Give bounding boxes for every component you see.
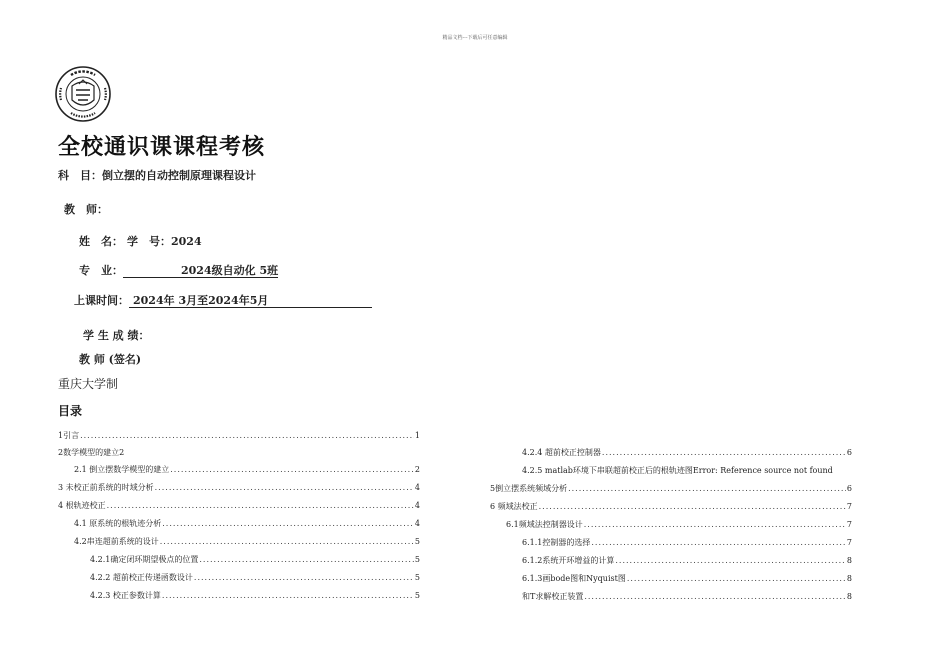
toc-item[interactable]: 5倒立摆系统频域分析 ..... 6 (490, 483, 852, 494)
name-label: 姓 名： (79, 235, 123, 248)
toc-item[interactable]: 4.2.4 超前校正控制器 ..... 6 (522, 447, 852, 458)
toc-item[interactable]: 4.2串连超前系统的设计 ..... 5 (74, 536, 420, 547)
major-label: 专 业： (79, 264, 123, 277)
major-field (79, 262, 278, 278)
toc-title: 目录 (58, 404, 83, 418)
major-value: 2024级自动化 5班 (181, 264, 279, 277)
toc-item[interactable]: 2.1 倒立摆数学模型的建立 ..... 2 (74, 464, 420, 475)
header-watermark: 精品文档---下载后可任意编辑 (442, 35, 508, 41)
time-underline (272, 295, 372, 308)
sign-field (79, 351, 141, 367)
subject-label: 科 目： (58, 169, 102, 182)
subject-field (58, 167, 256, 183)
toc-item[interactable]: 6.1.1控制器的选择 ..... 7 (522, 537, 852, 548)
teacher-label: 教 师： (64, 203, 108, 216)
toc-item[interactable]: 和T求解校正装置 ..... 8 (522, 591, 852, 602)
time-value: 2024年 3月至2024年5月 (129, 294, 272, 308)
toc-item[interactable]: 2数学模型的建立2 (58, 448, 125, 457)
university-seal-icon (55, 66, 111, 122)
issuer-label: 重庆大学制 (58, 377, 119, 391)
toc-item[interactable]: 6.1频域法控制器设计 ..... 7 (506, 519, 852, 530)
toc-item[interactable]: 4.2.2 超前校正传递函数设计 ..... 5 (90, 572, 420, 583)
toc-item[interactable]: 4.2.3 校正参数计算 ..... 5 (90, 590, 420, 601)
id-label: 学 号： (127, 235, 171, 248)
score-label: 学 生 成 绩： (83, 329, 150, 342)
name-id-field (79, 233, 202, 249)
major-underline (123, 265, 181, 278)
toc-item[interactable]: 4.1 原系统的根轨迹分析 ..... 4 (74, 518, 420, 529)
id-value: 2024 (171, 235, 202, 248)
page-title: 全校通识课课程考核 (58, 134, 266, 160)
time-field (74, 292, 372, 308)
toc-item[interactable]: 3 未校正前系统的时域分析 ..... 4 (58, 482, 420, 493)
sign-label: 教 师 (签名) (79, 353, 142, 366)
teacher-field (64, 201, 108, 217)
time-label: 上课时间： (74, 294, 129, 307)
toc-item[interactable]: 4.2.1确定闭环期望极点的位置 ..... 5 (90, 554, 420, 565)
toc-item[interactable]: 6.1.3画bode图和Nyquist图 ..... 8 (522, 573, 852, 584)
toc-item[interactable]: 4 根轨迹校正 ..... 4 (58, 500, 420, 511)
toc-item[interactable]: 6 频域法校正 ..... 7 (490, 501, 852, 512)
toc-item[interactable]: 4.2.5 matlab环境下串联超前校正后的根轨迹图Error: Reference source not found (522, 466, 833, 475)
toc-item[interactable]: 6.1.2系统开环增益的计算 ..... 8 (522, 555, 852, 566)
toc-item[interactable]: 1引言 ..... 1 (58, 430, 420, 441)
score-field (83, 327, 150, 343)
subject-value: 倒立摆的自动控制原理课程设计 (102, 169, 256, 182)
